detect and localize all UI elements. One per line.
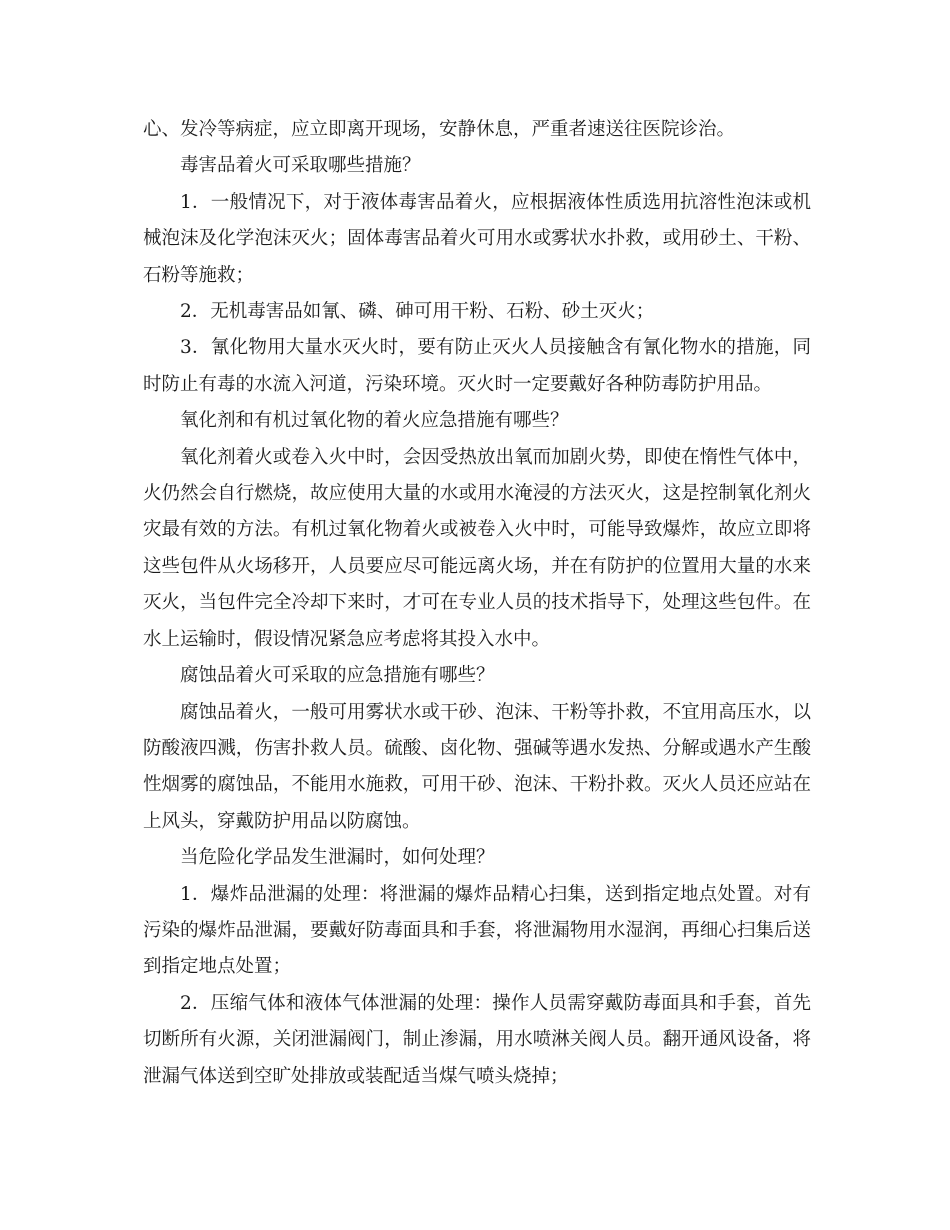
paragraph-explosive-leak: 1．爆炸品泄漏的处理：将泄漏的爆炸品精心扫集，送到指定地点处置。对有污染的爆炸品泄漏，要戴好防毒面具和手套，将泄漏物用水湿润，再细心扫集后送到指定地点处置；: [143, 883, 811, 978]
paragraph-gas-leak: 2．压缩气体和液体气体泄漏的处理：操作人员需穿戴防毒面具和手套，首先切断所有火源，关闭泄漏阀门，制止渗漏，用水喷淋关阀人员。翻开通风设备，将泄漏气体送到空旷处排放或装配适当煤气喷头烧掉；: [143, 992, 811, 1087]
question-toxic-fire: 毒害品着火可采取哪些措施？: [180, 155, 421, 177]
document-body: [143, 112, 811, 1095]
paragraph-toxic-inorganic: 2．无机毒害品如氰、磷、砷可用干粉、石粉、砂土灭火；: [180, 301, 655, 323]
paragraph-continuation: 心、发冷等病症，应立即离开现场，安静休息，严重者速送往医院诊治。: [143, 119, 736, 140]
question-leak-handling: 当危险化学品发生泄漏时，如何处理？: [180, 847, 495, 869]
paragraph-toxic-liquid: 1．一般情况下，对于液体毒害品着火，应根据液体性质选用抗溶性泡沫或机械泡沫及化学泡沫灭火；固体毒害品着火可用水或雾状水扑救，或用砂土、干粉、石粉等施救；: [143, 191, 811, 286]
paragraph-cyanide: 3．氰化物用大量水灭火时，要有防止灭火人员接触含有氰化物水的措施，同时防止有毒的水流入河道，污染环境。灭火时一定要戴好各种防毒防护用品。: [143, 337, 811, 395]
question-corrosive-fire: 腐蚀品着火可采取的应急措施有哪些？: [180, 665, 495, 687]
question-oxidizer-fire: 氧化剂和有机过氧化物的着火应急措施有哪些？: [180, 410, 569, 432]
paragraph-corrosive: 腐蚀品着火，一般可用雾状水或干砂、泡沫、干粉等扑救，不宜用高压水，以防酸液四溅，伤害扑救人员。硫酸、卤化物、强碱等遇水发热、分解或遇水产生酸性烟雾的腐蚀品，不能用水施救，可用干砂、泡沫、干粉扑救。灭火人员还应站在上风头，穿戴防护用品以防腐蚀。: [143, 701, 811, 832]
paragraph-oxidizer: 氧化剂着火或卷入火中时，会因受热放出氧而加剧火势，即使在惰性气体中，火仍然会自行燃烧，故应使用大量的水或用水淹浸的方法灭火，这是控制氧化剂火灾最有效的方法。有机过氧化物着火或被卷入火中时，可能导致爆炸，故应立即将这些包件从火场移开，人员要应尽可能远离火场，并在有防护的位置用大量的水来灭火，当包件完全冷却下来时，才可在专业人员的技术指导下，处理这些包件。在水上运输时，假设情况紧急应考虑将其投入水中。: [143, 446, 811, 650]
